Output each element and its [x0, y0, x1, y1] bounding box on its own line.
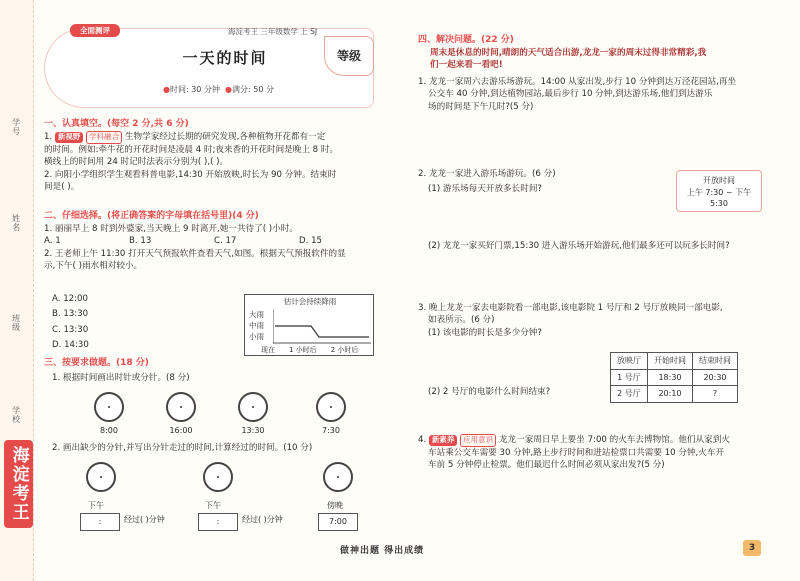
cell: 1 号厅: [611, 369, 648, 386]
rq3-line1: 3. 晚上龙龙一家去电影院看一部电影,该电影院 1 号厅和 2 号厅放映同一部电影,: [418, 303, 723, 313]
table-row: [611, 369, 738, 386]
intro-text: [430, 47, 780, 72]
section-4-title: 四、解决问题。(22 分): [418, 35, 514, 45]
grade-box: 等级: [324, 36, 374, 76]
table-row: [611, 386, 738, 403]
section-1-title: 一、认真填空。(每空 2 分,共 6 分): [44, 119, 189, 129]
option-b: B. 13:30: [52, 309, 89, 320]
cell: ?: [693, 386, 738, 403]
section-2-title: 二、仔细选择。(将正确答案的字母填在括号里)(4 分): [44, 211, 259, 221]
rq2-part2: (2) 龙龙一家买好门票,15:30 进入游乐场开始游玩,他们最多还可以玩多长时间?: [428, 241, 730, 251]
clock-time: 7:30: [322, 426, 340, 435]
choice-2-line2: 示,下午( )雨水相对较小。: [44, 261, 143, 272]
school-label: 学校: [11, 406, 21, 424]
rq4-line1: 龙龙一家周日早上要坐 7:00 的火车去博物馆。他们从家到火: [498, 435, 730, 445]
rq3: [418, 302, 778, 339]
rq4-line2: 车站乘公交车需要 30 分钟,路上步行时间和进站检票口共需要 10 分钟,火车开: [428, 447, 725, 458]
intro-line1: 周末是休息的时间,晴朗的天气适合出游,龙龙一家的周末过得非常精彩,我: [430, 48, 707, 58]
row-heavy: 大雨: [249, 310, 264, 319]
q2-line2: 间是( )。: [44, 182, 80, 193]
cell: 2 号厅: [611, 386, 648, 403]
option-a: A. 1: [44, 236, 61, 247]
rq3-part1: (1) 该电影的时长是多少分钟?: [428, 327, 542, 338]
time-box-end: 7:00: [318, 513, 358, 531]
label-afternoon: 下午: [88, 501, 104, 510]
cell: 20:10: [648, 386, 693, 403]
elapsed-minutes: 经过( )分钟: [242, 515, 283, 524]
score-icon: ●: [225, 85, 233, 94]
class-label: 班级: [11, 314, 21, 332]
time-box[interactable]: :: [198, 513, 238, 531]
question-1: 1. 新视野 学科融合 生物学家经过长期的研究发现,各种植物开花都有一定 的时间。例如:牵牛花的开花时间是凌晨 4 时;夜来香的开花时间是晚上 8 时。 横线上的时间用 24 时记时法表示分别为( ),( )。 2. 向阳小学组织学生观看科普电影,14:30 开始放映,时长为 90 分钟。结束时 间是( )。: [44, 131, 384, 194]
rq2-title: 2. 龙龙一家进入游乐场游玩。(6 分): [418, 169, 556, 179]
rq1-line2: 公交车 40 分钟,到达植物园站,最后步行 10 分钟,到达游乐场,他们到达游乐: [428, 89, 713, 100]
time-box[interactable]: :: [80, 513, 120, 531]
rq1: [418, 76, 778, 113]
choice-1-options: [44, 235, 384, 247]
rq1-line3: 场的时间是下午几时?(5 分): [428, 101, 534, 112]
table-header-row: [611, 353, 738, 370]
choice-1: [44, 223, 384, 273]
rq1-line1: 1. 龙龙一家周六去游乐场游玩。14:00 从家出发,步行 10 分钟到达万泾花园站,再坐: [418, 77, 737, 87]
tag-subject: 学科融合: [86, 131, 122, 144]
axis-1h: 1 小时后: [289, 346, 317, 354]
rq2-part1: (1) 游乐场每天开放多长时间?: [428, 184, 542, 194]
cinema-table: [610, 352, 738, 403]
brand-logo: 海淀考王: [4, 440, 33, 528]
choice-2-options: [52, 292, 89, 354]
rq4-line3: 车前 5 分钟停止检票。他们最迟什么时间必须从家出发?(5 分): [428, 460, 665, 471]
name-label: 姓名: [11, 214, 21, 232]
badge-new: 新视野: [55, 132, 84, 143]
elapsed-minutes: 经过( )分钟: [124, 515, 165, 524]
series-label: 海淀考王 三年级数学 上 SJ: [228, 27, 318, 36]
badge-new: 新素养: [429, 435, 458, 446]
opening-hours-card: [676, 170, 762, 212]
section-3-title: 三、按要求做题。(18 分): [44, 358, 149, 368]
cell: 20:30: [693, 369, 738, 386]
option-c: C. 13:30: [52, 324, 89, 335]
col-end: 结束时间: [693, 353, 738, 370]
col-hall: 放映厅: [611, 353, 648, 370]
clock-face[interactable]: [94, 392, 124, 422]
row-medium: 中雨: [249, 321, 264, 330]
cell: 18:30: [648, 369, 693, 386]
opening-hours-title: 开放时间: [703, 176, 735, 185]
option-c: C. 17: [214, 236, 237, 247]
header-flag: 全面测评: [70, 24, 120, 37]
clock-face[interactable]: [323, 462, 353, 492]
q1-line2: 的时间。例如:牵牛花的开花时间是凌晨 4 时;夜来香的开花时间是晚上 8 时。: [44, 144, 339, 155]
footer-slogan: 做神出题 得出成绩: [340, 546, 425, 556]
col-start: 开始时间: [648, 353, 693, 370]
weather-axis: [261, 345, 358, 355]
clock-time: 16:00: [169, 426, 193, 435]
intro-line2: 们一起来看一看吧!: [430, 60, 503, 71]
axis-now: 现在: [261, 346, 275, 354]
clock-time: 8:00: [100, 426, 118, 435]
weather-title: 估计会持续降雨: [283, 297, 337, 306]
q2-line1: 2. 向阳小学组织学生观看科普电影,14:30 开始放映,时长为 90 分钟。结束时: [44, 169, 337, 180]
weather-chart: [244, 294, 374, 356]
axis-2h: 2 小时后: [330, 346, 359, 354]
clock-face[interactable]: [86, 462, 116, 492]
rq4: 4. 新素养 应用意识 龙龙一家周日早上要坐 7:00 的火车去博物馆。他们从家到火 车站乘公交车需要 30 分钟,路上步行时间和进站检票口共需要 10 分钟,火车开 车前 5 分钟停止检票。他们最迟什么时间必须从家出发?(5 分): [418, 434, 780, 472]
meta-info: [163, 84, 274, 96]
row-light: 小雨: [249, 332, 264, 341]
label-evening: 傍晚: [327, 501, 343, 510]
clock-time: 13:30: [241, 426, 265, 435]
option-a: A. 12:00: [52, 294, 88, 304]
rq3-line2: 如表所示。(6 分): [428, 315, 495, 326]
full-score: 满分: 50 分: [232, 85, 274, 94]
choice-1-text: 1. 丽丽早上 8 时到外婆家,当天晚上 9 时离开,她一共待了( )小时。: [44, 224, 298, 234]
clock-face[interactable]: [203, 462, 233, 492]
clock-face[interactable]: [166, 392, 196, 422]
q1-line3: 横线上的时间用 24 时记时法表示分别为( ),( )。: [44, 157, 229, 168]
q1-line1: 生物学家经过长期的研究发现,各种植物开花都有一定: [124, 132, 326, 142]
option-b: B. 13: [129, 236, 152, 247]
rain-line: [273, 309, 371, 345]
problem-1: 1. 根据时间画出时针或分针。(8 分): [52, 373, 190, 383]
page-title: 一天的时间: [182, 49, 268, 67]
page-number: 3: [743, 540, 761, 556]
time-limit: 时间: 30 分钟: [169, 85, 220, 94]
choice-2-line1: 2. 王老师上午 11:30 打开天气预报软件查看天气,如图。根据天气预报软件的显: [44, 248, 346, 259]
rq3-part2: (2) 2 号厅的电影什么时间结束?: [428, 387, 551, 397]
clock-face[interactable]: [316, 392, 346, 422]
clock-icon: ●: [163, 85, 170, 94]
option-d: D. 15: [299, 236, 323, 247]
opening-hours-time: 上午 7:30 ~ 下午 5:30: [686, 187, 752, 209]
problem-2: 2. 画出缺少的分针,并写出分针走过的时间,计算经过的时间。(10 分): [52, 443, 313, 453]
label-afternoon: 下午: [205, 501, 221, 510]
student-id-label: 学号: [11, 118, 21, 136]
clock-face[interactable]: [238, 392, 268, 422]
tag-application: 应用意识: [460, 434, 496, 447]
option-d: D. 14:30: [52, 340, 89, 351]
